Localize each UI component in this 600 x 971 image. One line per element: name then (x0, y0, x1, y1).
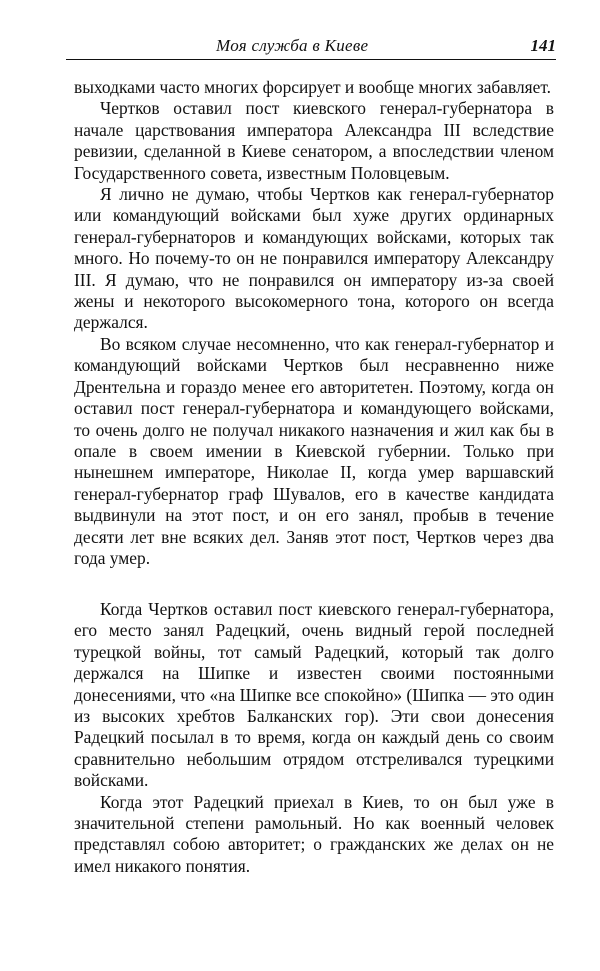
page-header (66, 30, 556, 60)
text-block-2 (74, 599, 554, 877)
paragraph-continuation: выходками часто многих форсирует и вообще многих забавляет. (74, 77, 552, 97)
page-number: 141 (530, 36, 556, 55)
paragraph: Я лично не думаю, чтобы Чертков как генерал-губернатор или командующий войсками был хуже других ординарных генерал-губернаторов и командующих войсками, которых так много. Но почему-то он не понравился императору Александру III. Я думаю, что не понравился он императору из-за своей жены и некоторого высокомерного тона, которого он всегда держался. (74, 184, 554, 333)
paragraph: Во всяком случае несомненно, что как генерал-губернатор и командующий войсками Чертков был несравненно ниже Дрентельна и гораздо менее его авторитетен. Поэтому, когда он оставил пост генерал-губернатора и командующего войсками, то очень долго не получал никакого назначения и жил как бы в опале в своем имении в Киевской губернии. Только при нынешнем императоре, Николае II, когда умер варшавский генерал-губернатор граф Шувалов, его в качестве кандидата выдвинули на этот пост, и он его занял, пробыв в течение десяти лет вне всяких дел. Заняв этот пост, Чертков через два года умер. (74, 333, 554, 568)
paragraph: Чертков оставил пост киевского генерал-губернатора в начале царствования императора Александра III вследствие ревизии, сделанной в Киеве сенатором, а впоследствии членом Государственного совета, известным Половцевым. (74, 98, 554, 183)
text-block-1 (74, 77, 554, 569)
paragraph: Когда Чертков оставил пост киевского генерал-губернатора, его место занял Радецкий, очень видный герой последней турецкой войны, тот самый Радецкий, который так долго держался на Шипке и известен своими постоянными донесениями, что «на Шипке все спокойно» (Шипка — это один из высоких хребтов Балканских гор). Эти свои донесения Радецкий посылал в то время, когда он каждый день со своим сравнительно небольшим отрядом отстреливался турецкими войсками. (74, 599, 554, 791)
paragraph: Когда этот Радецкий приехал в Киев, то он был уже в значительной степени рамольный. Но как военный человек представлял собою авторитет; о гражданских же делах он не имел никакого понятия. (74, 791, 554, 876)
header-rule (66, 59, 556, 60)
running-title: Моя служба в Киеве (216, 36, 369, 55)
